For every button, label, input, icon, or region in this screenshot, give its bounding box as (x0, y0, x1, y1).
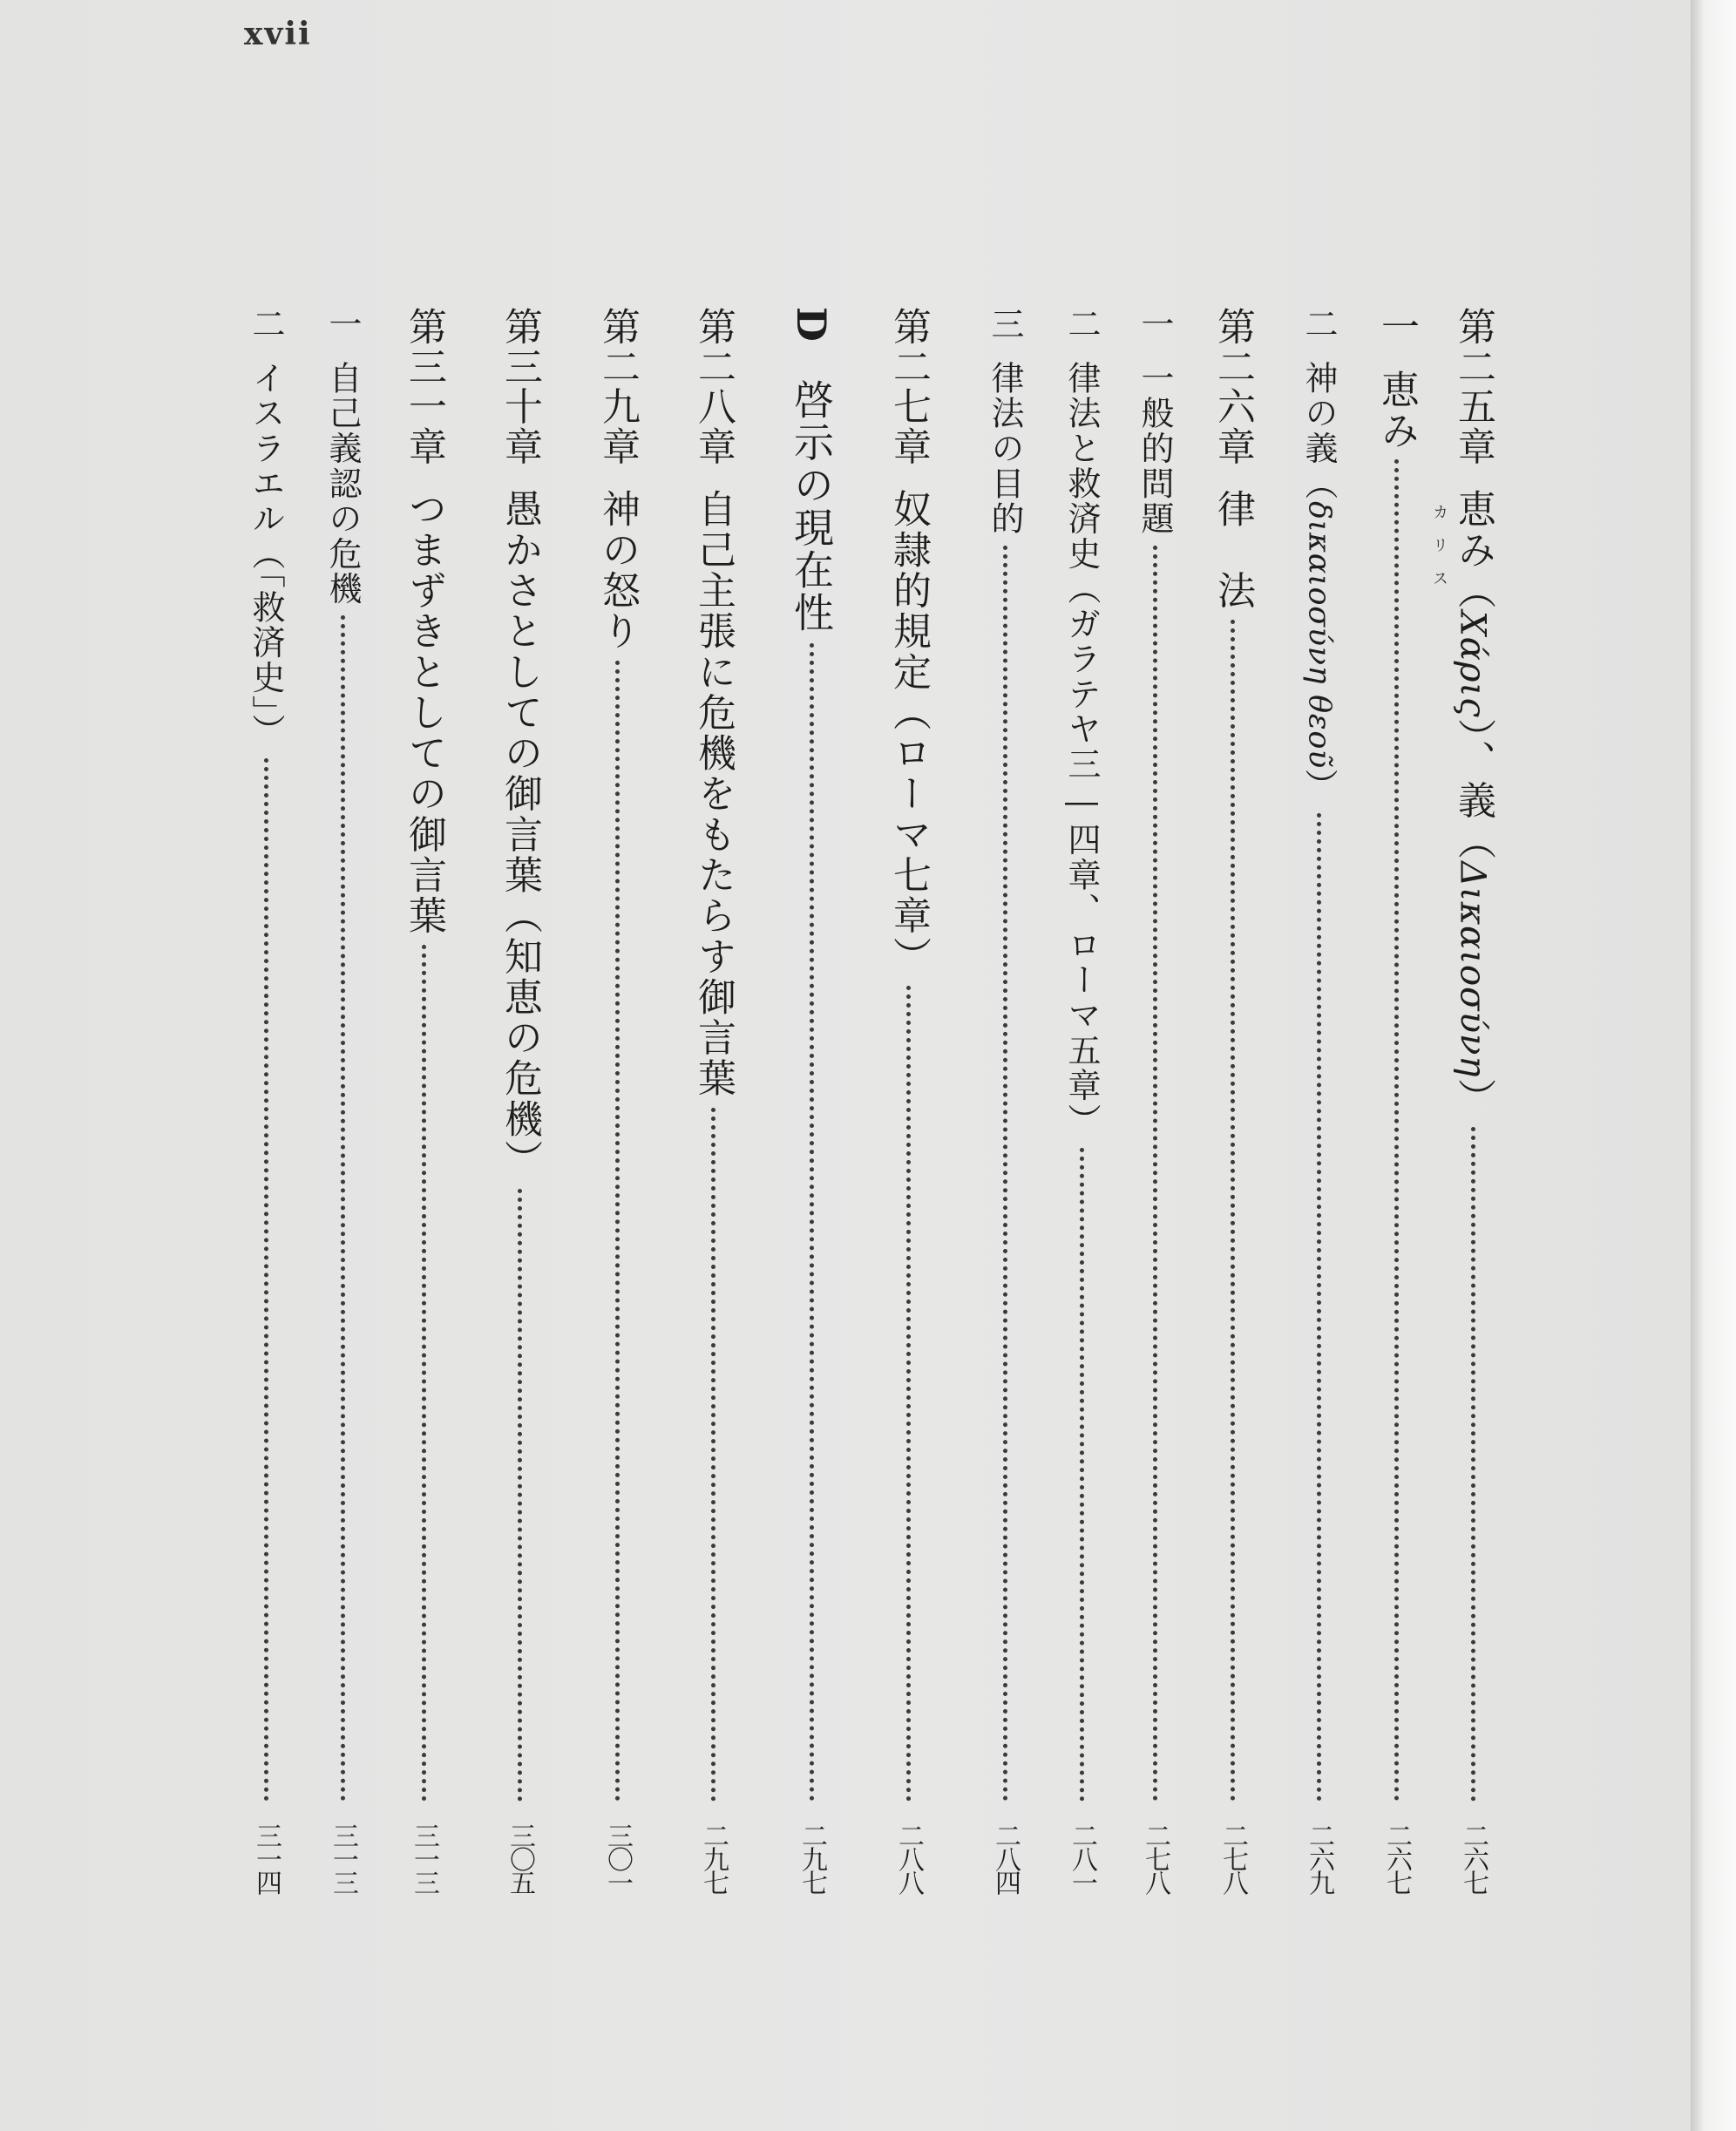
entry-number: 第二七章 (886, 307, 931, 467)
entry-number: 一 (1136, 307, 1174, 342)
entry-page: 三一三 (409, 1822, 439, 1893)
entry-title-part2: ）、義（ (1451, 717, 1495, 862)
entry-number: 二 (247, 307, 285, 342)
entry-number: 第二五章 (1451, 307, 1495, 467)
toc-entry-25-1 (1374, 307, 1419, 1893)
dot-leader (518, 1189, 522, 1802)
entry-title: つまずきとしての御言葉 (402, 489, 446, 937)
entry-page: 三〇五 (505, 1822, 535, 1893)
entry-title: 恵み (1374, 370, 1419, 451)
dot-leader (615, 661, 620, 1802)
part-letter: D (788, 307, 835, 343)
toc-entry-ch27 (886, 307, 931, 1893)
toc-entry-26-1 (1136, 307, 1174, 1893)
entry-title-part3: ） (1299, 769, 1338, 804)
toc-entry-26-3 (986, 307, 1024, 1893)
dot-leader (1471, 1127, 1475, 1802)
entry-page: 二八四 (990, 1822, 1021, 1893)
dot-leader (1394, 459, 1399, 1802)
entry-page: 二八一 (1067, 1822, 1097, 1893)
entry-page: 二六七 (1381, 1822, 1412, 1893)
dot-leader (711, 1108, 715, 1802)
entry-title: 恵み（ (1451, 489, 1495, 612)
entry-number: 第二六章 (1210, 307, 1255, 467)
entry-title: 神の義（ (1299, 361, 1338, 502)
entry-page: 二六七 (1458, 1822, 1488, 1893)
dot-leader (1003, 546, 1007, 1802)
entry-title: 律法と救済史（ガラテヤ三―四章、ローマ五章） (1062, 361, 1101, 1139)
toc-entry-ch26 (1210, 307, 1255, 1893)
dot-leader (341, 615, 345, 1802)
entry-title: 啓示の現在性 (788, 379, 835, 635)
entry-number: 第三一章 (402, 307, 446, 467)
entry-page: 三一三 (328, 1822, 358, 1893)
entry-title: 自己主張に危機をもたらす御言葉 (691, 489, 736, 1100)
toc-entry-ch25 (1451, 307, 1495, 1893)
entry-number: 一 (1374, 307, 1419, 347)
entry-page: 二九七 (797, 1822, 827, 1893)
entry-page: 二九七 (698, 1822, 729, 1893)
entry-title: 律 法 (1210, 489, 1255, 612)
entry-page: 二八八 (893, 1822, 924, 1893)
entry-title: 愚かさとしての御言葉（知恵の危機） (498, 489, 542, 1181)
entry-title: 一般的問題 (1136, 361, 1174, 537)
entry-greek-2: Δικαιοσύνη (1452, 861, 1495, 1078)
entry-title: 律法の目的 (986, 361, 1024, 537)
toc-entry-26-2 (1062, 307, 1101, 1893)
entry-page: 二七八 (1140, 1822, 1170, 1893)
entry-number: 第二八章 (691, 307, 736, 467)
page-edge (1691, 0, 1736, 2131)
toc-entry-ch28 (691, 307, 736, 1893)
toc-entry-31-1 (323, 307, 362, 1893)
dot-leader (810, 643, 814, 1802)
entry-title-part3: ） (1451, 1077, 1495, 1119)
entry-page: 二七八 (1217, 1822, 1248, 1893)
toc-entry-ch30 (498, 307, 542, 1893)
entry-page: 三一四 (251, 1822, 281, 1893)
toc-entry-ch29 (595, 307, 640, 1893)
entry-title: 自己義認の危機 (323, 361, 362, 607)
entry-number: 一 (323, 307, 362, 342)
dot-leader (264, 758, 268, 1802)
dot-leader (422, 945, 426, 1802)
toc-part-d (788, 307, 835, 1893)
dot-leader (906, 986, 911, 1802)
entry-number: 二 (1062, 307, 1101, 342)
entry-page: 二六九 (1304, 1822, 1334, 1893)
entry-number: 二 (1299, 307, 1338, 342)
dot-leader (1080, 1148, 1084, 1802)
dot-leader (1317, 813, 1321, 1802)
toc-entry-31-2 (247, 307, 285, 1893)
entry-greek: Χάρις (1452, 611, 1495, 718)
entry-title: イスラエル（「救済史」） (247, 361, 285, 750)
entry-page: 三〇一 (602, 1822, 633, 1893)
entry-title: 奴隷的規定（ローマ七章） (886, 489, 931, 978)
dot-leader (1153, 546, 1157, 1802)
toc-entry-ch31 (402, 307, 446, 1893)
page-folio: xvii (244, 16, 312, 52)
toc-entry-25-2 (1299, 307, 1338, 1893)
dot-leader (1231, 620, 1235, 1802)
entry-number: 第二九章 (595, 307, 640, 467)
entry-greek: δικαιοσύνη θεοῦ (1301, 501, 1337, 770)
entry-number: 第三十章 (498, 307, 542, 467)
entry-ruby: カリス (1430, 504, 1448, 603)
entry-number: 三 (986, 307, 1024, 342)
entry-title: 神の怒り (595, 489, 640, 652)
